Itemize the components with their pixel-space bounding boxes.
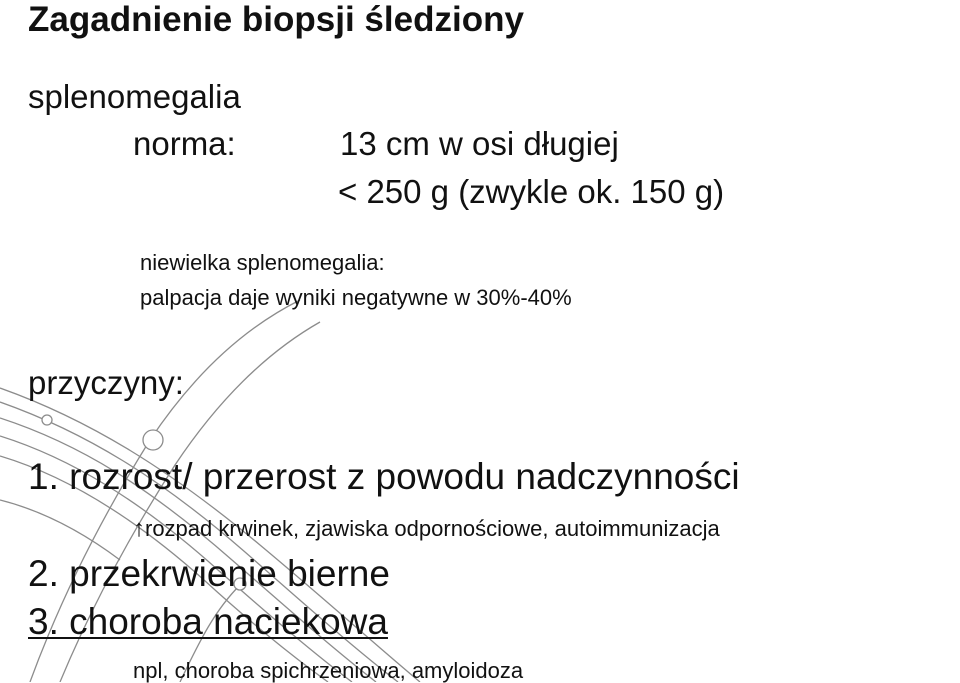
cause-item-1-detail-text: rozpad krwinek, zjawiska odpornościowe, autoimmunizacja: [145, 516, 720, 541]
norm-weight: < 250 g (zwykle ok. 150 g): [338, 173, 725, 210]
splenomegaly-heading: splenomegalia: [28, 78, 241, 115]
up-arrow-icon: ↑: [133, 515, 145, 542]
cause-item-2: 2. przekrwienie bierne: [28, 553, 390, 594]
cause-item-1: 1. rozrost/ przerost z powodu nadczynności: [28, 456, 740, 497]
cause-item-3-detail: npl, choroba spichrzeniowa, amyloidoza: [133, 658, 524, 683]
causes-heading: przyczyny:: [28, 364, 184, 401]
cause-item-3: 3. choroba naciekowa: [28, 601, 388, 642]
norm-length: 13 cm w osi długiej: [340, 125, 619, 162]
palpation-note: palpacja daje wyniki negatywne w 30%-40%: [140, 285, 572, 310]
minor-splenomegaly-heading: niewielka splenomegalia:: [140, 250, 385, 275]
norm-label: norma:: [133, 125, 236, 162]
page-title: Zagadnienie biopsji śledziony: [28, 0, 524, 39]
cause-item-1-detail: [133, 517, 720, 541]
